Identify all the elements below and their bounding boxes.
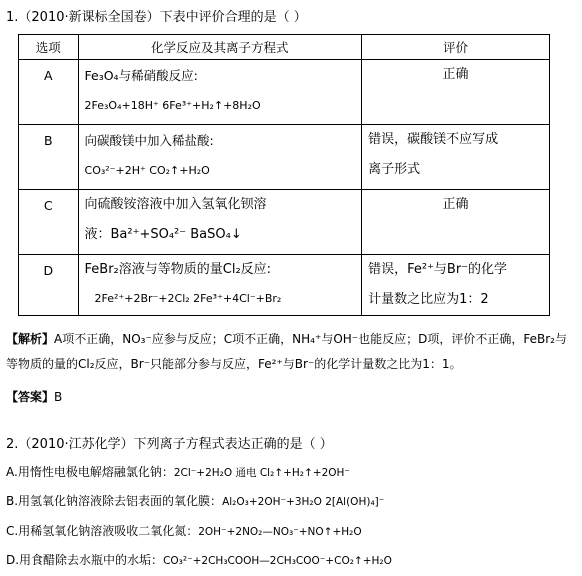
- row-option: C: [19, 190, 79, 255]
- option-label: D.用食醋除去水瓶中的水垢：: [6, 553, 164, 567]
- analysis-paragraph: [6, 327, 576, 377]
- ionic-equation: 液：Ba²⁺+SO₄²⁻ BaSO₄↓: [84, 227, 242, 242]
- table-row: [19, 255, 550, 316]
- table-row: [19, 125, 550, 190]
- header-reaction: 化学反应及其离子方程式: [78, 35, 362, 60]
- question-1-stem: 1.（2010·新课标全国卷）下表中评价合理的是（ ）: [6, 10, 307, 25]
- answer-value: B: [54, 390, 63, 404]
- header-option: 选项: [19, 35, 79, 60]
- option-label: B.用氢氧化钠溶液除去铝表面的氧化膜：: [6, 494, 223, 508]
- header-evaluation: 评价: [362, 35, 550, 60]
- ionic-equation: 2Fe₃O₄+18H⁺ 6Fe³⁺+H₂↑+8H₂O: [84, 99, 261, 112]
- row-option: B: [19, 125, 79, 190]
- evaluation-text: 正确: [442, 197, 469, 212]
- table-row: [19, 60, 550, 125]
- table-row: [19, 190, 550, 255]
- evaluation-text: 错误，碳酸镁不应写成: [368, 132, 499, 147]
- option-equation: 2Cl⁻+2H₂O 通电 Cl₂↑+H₂↑+2OH⁻: [173, 467, 350, 479]
- analysis-label: 【解析】: [6, 332, 55, 346]
- option-equation: 2OH⁻+2NO₂—NO₃⁻+NO↑+H₂O: [198, 526, 362, 538]
- evaluation-text: 错误，Fe²⁺与Br⁻的化学: [368, 262, 508, 277]
- evaluation-text-2: 离子形式: [368, 162, 421, 177]
- option-c: [6, 522, 362, 539]
- option-equation: Al₂O₃+2OH⁻+3H₂O 2[Al(OH)₄]⁻: [222, 496, 385, 508]
- evaluation-table: [18, 34, 550, 316]
- answer-line: [6, 388, 62, 405]
- evaluation-text: 正确: [442, 67, 469, 82]
- row-option: A: [19, 60, 79, 125]
- table-header-row: [19, 35, 550, 60]
- ionic-equation: CO₃²⁻+2H⁺ CO₂↑+H₂O: [84, 164, 210, 177]
- analysis-text: A项不正确，NO₃⁻应参与反应；C项不正确，NH₄⁺与OH⁻也能反应；D项，评价不正确，FeBr₂与等物质的量的Cl₂反应，Br⁻只能部分参与反应，Fe²⁺与Br⁻的化学计量数之比为1：1。: [6, 332, 567, 371]
- question-2-stem: 2.（2010·江苏化学）下列离子方程式表达正确的是（ ）: [6, 437, 333, 452]
- option-a: [6, 463, 350, 480]
- option-d: [6, 551, 392, 568]
- option-b: [6, 492, 384, 509]
- reaction-text: 向硫酸铵溶液中加入氢氧化钡溶: [84, 197, 267, 212]
- reaction-text: FeBr₂溶液与等物质的量Cl₂反应:: [84, 262, 272, 277]
- ionic-equation: 2Fe²⁺+2Br⁻+2Cl₂ 2Fe³⁺+4Cl⁻+Br₂: [94, 292, 282, 305]
- option-label: C.用稀氢氧化钠溶液吸收二氧化氮：: [6, 524, 199, 538]
- option-label: A.用惰性电极电解熔融氯化钠：: [6, 465, 174, 479]
- option-equation: CO₃²⁻+2CH₃COOH—2CH₃COO⁻+CO₂↑+H₂O: [163, 555, 392, 567]
- evaluation-text-2: 计量数之比应为1：2: [368, 292, 489, 307]
- answer-label: 【答案】: [6, 390, 55, 404]
- row-option: D: [19, 255, 79, 316]
- reaction-text: 向碳酸镁中加入稀盐酸:: [84, 133, 214, 148]
- reaction-text: Fe₃O₄与稀硝酸反应:: [84, 68, 198, 83]
